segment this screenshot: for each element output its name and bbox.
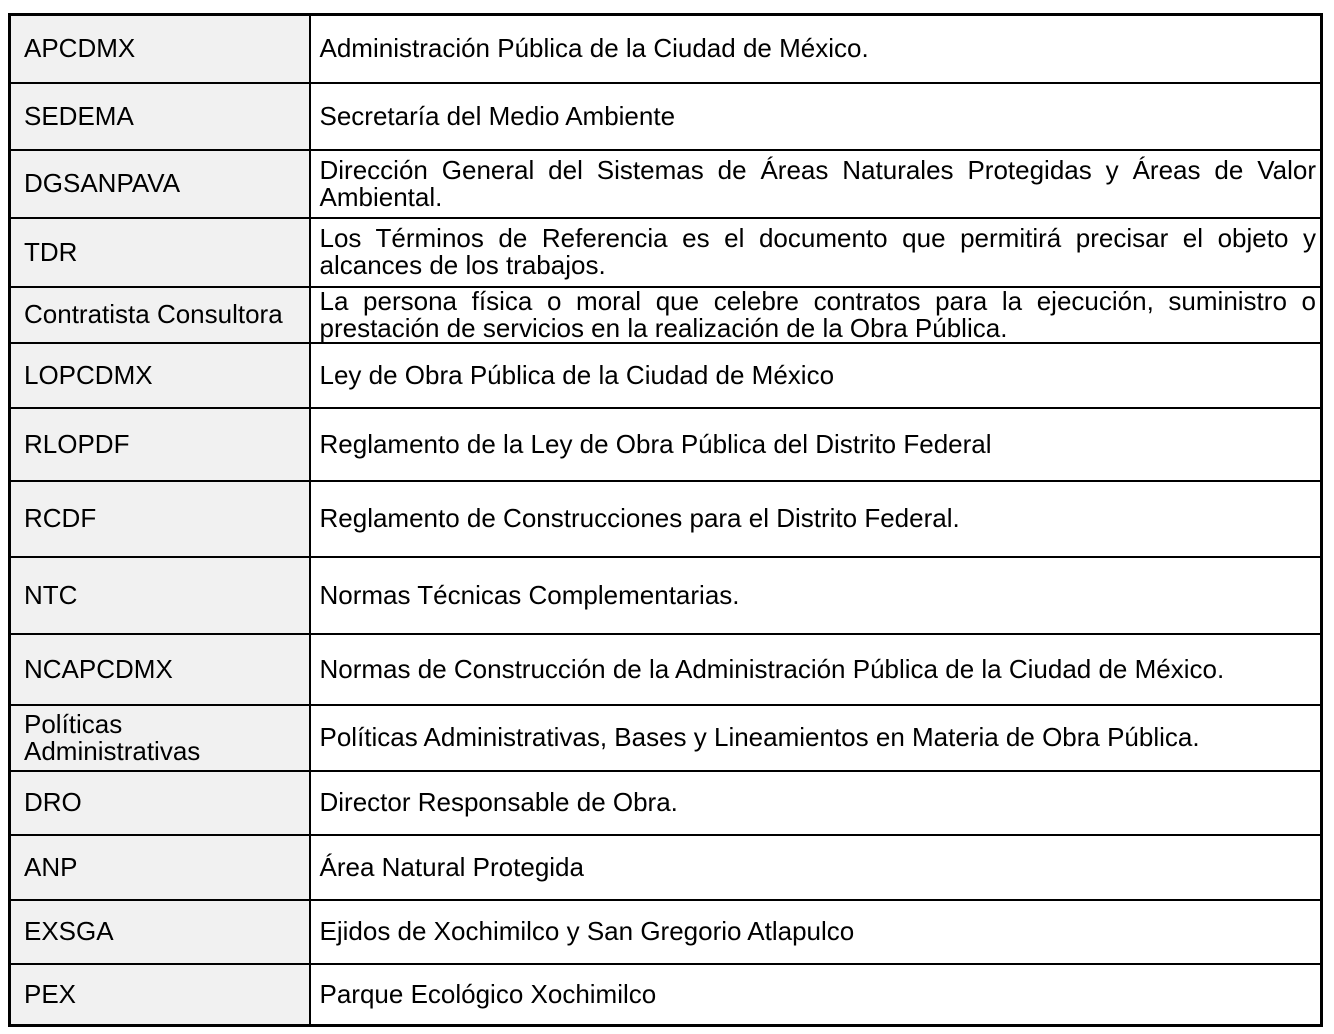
definition-cell: [310, 835, 1322, 900]
term-text: DRO: [24, 787, 82, 817]
table-row: [10, 343, 1322, 408]
term-text: Administrativas: [24, 735, 201, 766]
term-cell: [10, 634, 310, 705]
term-cell: [10, 835, 310, 900]
term-text: PEX: [24, 978, 77, 1009]
term-cell: [10, 771, 310, 835]
definition-text: alcances de los trabajos.: [319, 250, 606, 280]
definition-cell: [310, 343, 1322, 408]
definition-text: Área Natural Protegida: [319, 851, 584, 882]
table-row: [10, 481, 1322, 557]
term-cell: [10, 343, 310, 408]
definition-text: Ejidos de Xochimilco y San Gregorio Atlapulco: [319, 916, 855, 946]
term-text: RLOPDF: [24, 428, 130, 459]
table-row: [10, 408, 1322, 481]
term-cell: [10, 408, 310, 481]
term-text: NTC: [24, 579, 78, 610]
definition-text: Dirección General del Sistemas de Áreas Naturales Protegidas y Áreas de Valor: [319, 154, 1316, 185]
table-row: [10, 557, 1322, 634]
term-cell: [10, 557, 310, 634]
definition-text: Ambiental.: [319, 181, 443, 212]
definition-cell: [310, 771, 1322, 835]
definition-text: Normas Técnicas Complementarias.: [319, 579, 740, 610]
abbreviations-glossary-table: [8, 13, 1323, 1027]
term-text: RCDF: [24, 503, 97, 533]
table-row: [10, 900, 1322, 964]
table-row: [10, 634, 1322, 705]
definition-text: Reglamento de Construcciones para el Distrito Federal.: [319, 503, 960, 533]
definition-text: Reglamento de la Ley de Obra Pública del Distrito Federal: [319, 428, 992, 459]
table-row: [10, 287, 1322, 343]
term-text: ANP: [24, 851, 78, 882]
definition-text: Administración Pública de la Ciudad de México.: [319, 33, 869, 64]
table-body: [10, 15, 1322, 1026]
term-text: Políticas: [24, 708, 123, 739]
term-text: EXSGA: [24, 916, 114, 946]
definition-cell: [310, 557, 1322, 634]
term-cell: [10, 481, 310, 557]
definition-cell: [310, 900, 1322, 964]
definition-cell: [310, 150, 1322, 218]
term-cell: [10, 287, 310, 343]
table-row: [10, 83, 1322, 150]
table-row: [10, 15, 1322, 83]
table-row: [10, 218, 1322, 287]
term-cell: [10, 900, 310, 964]
term-cell: [10, 705, 310, 771]
definition-text: La persona física o moral que celebre contratos para la ejecución, suministro o: [319, 286, 1316, 316]
definition-cell: [310, 287, 1322, 343]
definition-text: Director Responsable de Obra.: [319, 787, 678, 817]
definition-text: Parque Ecológico Xochimilco: [319, 978, 657, 1009]
definition-text: Normas de Construcción de la Administración Pública de la Ciudad de México.: [319, 653, 1225, 684]
term-cell: [10, 218, 310, 287]
term-text: SEDEMA: [24, 100, 134, 131]
table-row: [10, 835, 1322, 900]
table-row: [10, 771, 1322, 835]
definition-text: Ley de Obra Pública de la Ciudad de México: [319, 359, 835, 390]
term-text: DGSANPAVA: [24, 168, 181, 198]
definition-cell: [310, 964, 1322, 1026]
definition-cell: [310, 634, 1322, 705]
definition-text: prestación de servicios en la realización de la Obra Pública.: [319, 312, 1008, 343]
term-cell: [10, 150, 310, 218]
term-cell: [10, 964, 310, 1026]
definition-cell: [310, 218, 1322, 287]
term-text: APCDMX: [24, 33, 136, 64]
table-row: [10, 964, 1322, 1026]
term-text: NCAPCDMX: [24, 653, 173, 684]
term-text: Contratista Consultora: [24, 299, 283, 329]
table-row: [10, 705, 1322, 771]
term-text: LOPCDMX: [24, 359, 153, 390]
definition-cell: [310, 83, 1322, 150]
definition-cell: [310, 705, 1322, 771]
definition-cell: [310, 15, 1322, 83]
definition-text: Políticas Administrativas, Bases y Lineamientos en Materia de Obra Pública.: [319, 722, 1200, 752]
term-cell: [10, 83, 310, 150]
definition-text: Secretaría del Medio Ambiente: [319, 100, 676, 131]
definition-cell: [310, 408, 1322, 481]
table-row: [10, 150, 1322, 218]
definition-text: Los Términos de Referencia es el documento que permitirá precisar el objeto y: [319, 223, 1316, 253]
term-cell: [10, 15, 310, 83]
term-text: TDR: [24, 236, 78, 267]
definition-cell: [310, 481, 1322, 557]
